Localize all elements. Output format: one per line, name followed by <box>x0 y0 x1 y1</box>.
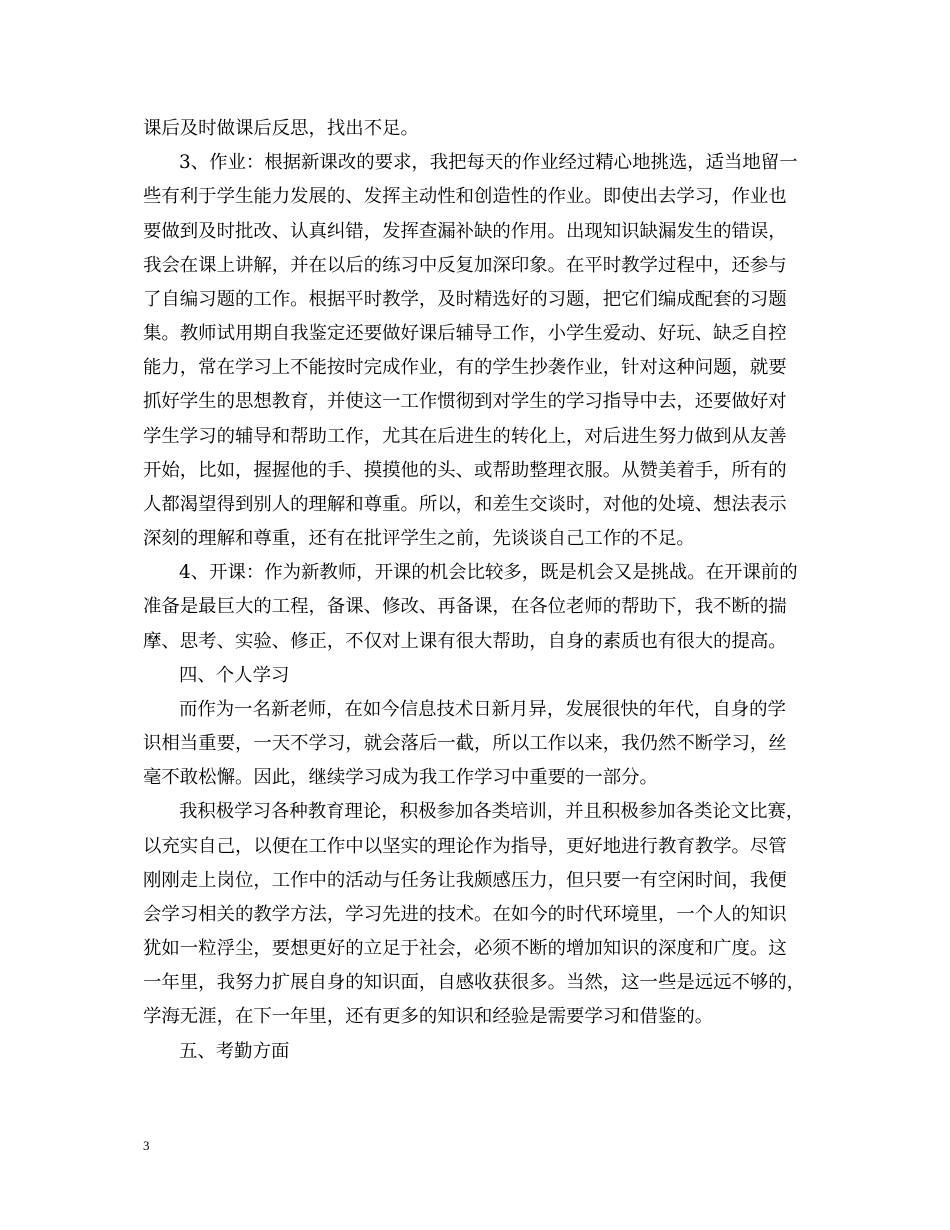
paragraph-line: 要做到及时批改、认真纠错，发挥查漏补缺的作用。出现知识缺漏发生的错误， <box>143 221 787 242</box>
paragraph-line: 毫不敢松懈。因此，继续学习成为我工作学习中重要的一部分。 <box>143 767 658 788</box>
paragraph-line: 犹如一粒浮尘，要想更好的立足于社会，必须不断的增加知识的深度和广度。这 <box>143 938 787 959</box>
paragraph-line: 以充实自己，以便在工作中以坚实的理论作为指导，更好地进行教育教学。尽管 <box>143 836 787 857</box>
paragraph-line: 摩、思考、实验、修正，不仅对上课有很大帮助，自身的素质也有很大的提高。 <box>143 631 787 652</box>
paragraph-line: 而作为一名新老师，在如今信息技术日新月异，发展很快的年代，自身的学 <box>179 699 786 720</box>
paragraph-line: 刚刚走上岗位，工作中的活动与任务让我颇感压力，但只要一有空闲时间，我便 <box>143 870 787 891</box>
paragraph-line: 4、开课：作为新教师，开课的机会比较多，既是机会又是挑战。在开课前的 <box>179 562 798 583</box>
paragraph-line: 人都渴望得到别人的理解和尊重。所以，和差生交谈时，对他的处境、想法表示 <box>143 494 787 515</box>
paragraph-line: 一年里，我努力扩展自身的知识面，自感收获很多。当然，这一些是远远不够的， <box>143 972 806 993</box>
paragraph-line: 能力，常在学习上不能按时完成作业，有的学生抄袭作业，针对这种问题，就要 <box>143 357 787 378</box>
paragraph-line: 我会在课上讲解，并在以后的练习中反复加深印象。在平时教学过程中，还参与 <box>143 255 787 276</box>
paragraph-line: 抓好学生的思想教育，并使这一工作惯彻到对学生的学习指导中去，还要做好对 <box>143 391 787 412</box>
paragraph-line: 开始，比如，握握他的手、摸摸他的头、或帮助整理衣服。从赞美着手，所有的 <box>143 460 787 481</box>
paragraph-line: 我积极学习各种教育理论，积极参加各类培训，并且积极参加各类论文比赛， <box>179 801 805 822</box>
paragraph-line: 准备是最巨大的工程，备课、修改、再备课，在各位老师的帮助下，我不断的揣 <box>143 596 787 617</box>
paragraph-line: 学生学习的辅导和帮助工作，尤其在后进生的转化上，对后进生努力做到从友善 <box>143 426 787 447</box>
paragraph-line: 课后及时做课后反思，找出不足。 <box>143 118 419 139</box>
paragraph-line: 会学习相关的教学方法，学习先进的技术。在如今的时代环境里，一个人的知识 <box>143 904 787 925</box>
paragraph-line: 集。教师试用期自我鉴定还要做好课后辅导工作，小学生爱动、好玩、缺乏自控 <box>143 323 787 344</box>
paragraph-line: 识相当重要，一天不学习，就会落后一截，所以工作以来，我仍然不断学习，丝 <box>143 733 787 754</box>
section-heading: 五、考勤方面 <box>179 1041 290 1062</box>
paragraph-line: 深刻的理解和尊重，还有在批评学生之前，先谈谈自己工作的不足。 <box>143 528 695 549</box>
paragraph-line: 些有利于学生能力发展的、发挥主动性和创造性的作业。即使出去学习，作业也 <box>143 186 787 207</box>
paragraph-line: 3、作业：根据新课改的要求，我把每天的作业经过精心地挑选，适当地留一 <box>179 152 798 173</box>
page-number: 3 <box>143 1138 150 1153</box>
paragraph-line: 学海无涯，在下一年里，还有更多的知识和经验是需要学习和借鉴的。 <box>143 1006 714 1027</box>
section-heading: 四、个人学习 <box>179 665 290 686</box>
paragraph-line: 了自编习题的工作。根据平时教学，及时精选好的习题，把它们编成配套的习题 <box>143 289 787 310</box>
